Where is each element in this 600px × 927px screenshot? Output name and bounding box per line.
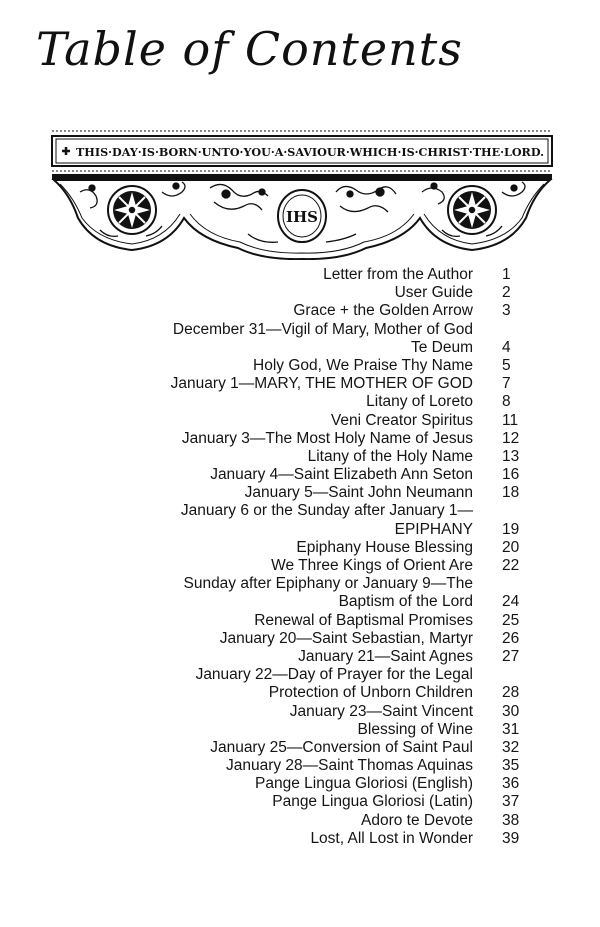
toc-entry-title: Pange Lingua Gloriosi (English) <box>255 775 473 793</box>
toc-entry-page: 7 <box>502 375 511 393</box>
toc-entry-page: 4 <box>502 338 511 356</box>
rosette-ornament-right <box>448 186 496 234</box>
toc-entry-title: January 21—Saint Agnes <box>298 647 473 665</box>
table-of-contents <box>40 266 560 848</box>
toc-entry-title: Sunday after Epiphany or January 9—The <box>183 575 473 593</box>
toc-entry <box>40 684 560 702</box>
toc-entry <box>40 739 560 757</box>
toc-entry <box>40 757 560 775</box>
toc-entry-page: 31 <box>502 720 520 738</box>
toc-entry <box>40 466 560 484</box>
banner-text: THIS·DAY·IS·BORN·UNTO·YOU·A·SAVIOUR·WHICH·IS·CHRIST·THE·LORD. <box>76 145 544 159</box>
toc-entry-page: 2 <box>502 284 511 302</box>
decorative-banner <box>50 122 555 260</box>
ihs-monogram-ornament <box>278 190 326 242</box>
toc-entry <box>40 502 560 520</box>
toc-entry-page: 39 <box>502 829 520 847</box>
toc-entry-page: 3 <box>502 302 511 320</box>
toc-entry-page: 32 <box>502 738 520 756</box>
toc-entry-page: 28 <box>502 684 520 702</box>
toc-entry <box>40 393 560 411</box>
toc-entry-title: January 22—Day of Prayer for the Legal <box>195 666 473 684</box>
toc-entry-page: 18 <box>502 484 520 502</box>
toc-entry <box>40 648 560 666</box>
toc-entry-page: 38 <box>502 811 520 829</box>
toc-entry <box>40 448 560 466</box>
toc-entry <box>40 812 560 830</box>
toc-entry-page: 20 <box>502 538 520 556</box>
toc-entry <box>40 521 560 539</box>
toc-entry <box>40 630 560 648</box>
toc-entry-title: January 3—The Most Holy Name of Jesus <box>181 429 473 447</box>
toc-entry-title: Holy God, We Praise Thy Name <box>253 356 473 374</box>
toc-entry <box>40 721 560 739</box>
toc-entry-title: We Three Kings of Orient Are <box>271 557 473 574</box>
toc-entry-page: 30 <box>502 702 520 720</box>
toc-entry-page: 12 <box>502 429 520 447</box>
toc-entry <box>40 612 560 630</box>
toc-entry <box>40 375 560 393</box>
toc-entry <box>40 830 560 848</box>
toc-entry <box>40 539 560 557</box>
toc-entry-title: January 6 or the Sunday after January 1— <box>180 502 473 520</box>
toc-entry-page: 5 <box>502 356 511 374</box>
toc-entry-page: 11 <box>502 411 519 429</box>
toc-entry <box>40 793 560 811</box>
toc-entry-title: Pange Lingua Gloriosi (Latin) <box>272 793 473 811</box>
toc-entry <box>40 484 560 502</box>
toc-entry-title: January 25—Conversion of Saint Paul <box>210 738 473 756</box>
toc-entry-page: 1 <box>502 266 511 283</box>
toc-entry-title: Litany of Loreto <box>366 393 473 411</box>
toc-entry-title: Adoro te Devote <box>360 811 473 829</box>
toc-entry <box>40 557 560 575</box>
toc-entry-page: 25 <box>502 611 520 629</box>
toc-entry <box>40 575 560 593</box>
toc-entry-title: Protection of Unborn Children <box>268 684 473 702</box>
toc-entry-title: User Guide <box>394 284 473 302</box>
toc-entry-page: 22 <box>502 557 520 574</box>
toc-entry-title: Grace + the Golden Arrow <box>293 302 473 320</box>
page-title: Table of Contents <box>36 22 463 76</box>
toc-entry <box>40 357 560 375</box>
toc-entry-title: January 4—Saint Elizabeth Ann Seton <box>210 466 473 484</box>
toc-entry <box>40 430 560 448</box>
toc-entry-title: Epiphany House Blessing <box>296 538 473 556</box>
toc-entry <box>40 302 560 320</box>
toc-entry-page: 24 <box>502 593 520 611</box>
toc-entry <box>40 321 560 339</box>
toc-entry-page: 16 <box>502 466 520 484</box>
toc-entry-title: Litany of the Holy Name <box>307 447 473 465</box>
toc-entry-title: January 20—Saint Sebastian, Martyr <box>219 629 473 647</box>
ihs-monogram: IHS <box>285 208 319 226</box>
toc-entry-title: EPIPHANY <box>394 520 473 538</box>
toc-entry-title: Baptism of the Lord <box>338 593 473 611</box>
toc-entry-page: 37 <box>502 793 520 811</box>
toc-entry-page: 27 <box>502 647 520 665</box>
toc-entry-title: December 31—Vigil of Mary, Mother of God <box>172 320 473 338</box>
toc-entry-title: Veni Creator Spiritus <box>330 411 473 429</box>
toc-entry-title: January 1—MARY, THE MOTHER OF GOD <box>170 375 473 393</box>
toc-entry-page: 8 <box>502 393 511 411</box>
toc-entry <box>40 666 560 684</box>
toc-entry-title: Lost, All Lost in Wonder <box>310 829 473 847</box>
toc-entry-title: Blessing of Wine <box>357 720 473 738</box>
toc-entry-page: 19 <box>502 520 520 538</box>
toc-entry-title: January 5—Saint John Neumann <box>244 484 473 502</box>
toc-entry-page: 26 <box>502 629 520 647</box>
rosette-ornament-left <box>108 186 156 234</box>
toc-entry <box>40 593 560 611</box>
toc-entry-page: 36 <box>502 775 520 793</box>
toc-entry-title: Te Deum <box>410 338 473 356</box>
toc-entry <box>40 339 560 357</box>
toc-entry <box>40 284 560 302</box>
toc-entry-title: Letter from the Author <box>323 266 473 283</box>
toc-entry-title: Renewal of Baptismal Promises <box>254 611 473 629</box>
toc-entry <box>40 412 560 430</box>
toc-entry-title: January 28—Saint Thomas Aquinas <box>225 757 473 775</box>
toc-entry <box>40 775 560 793</box>
toc-entry-page: 35 <box>502 757 520 775</box>
toc-entry-page: 13 <box>502 447 520 465</box>
toc-entry <box>40 266 560 284</box>
toc-entry-title: January 23—Saint Vincent <box>289 702 473 720</box>
toc-entry <box>40 703 560 721</box>
